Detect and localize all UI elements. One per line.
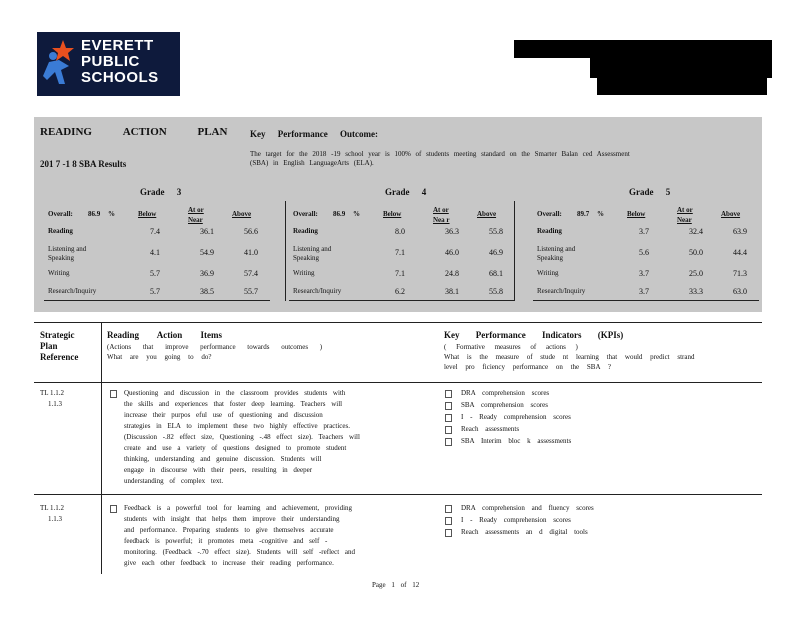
cell-value: 38.5 [200, 287, 214, 296]
cell-value: 41.0 [244, 248, 258, 257]
bullet-icon [110, 505, 117, 513]
cell-value: 55.7 [244, 287, 258, 296]
column-header: Above [721, 210, 741, 218]
kpi-item: DRA comprehension and fluency scores [461, 504, 594, 512]
column-header: Above [232, 210, 252, 218]
column-divider [101, 322, 102, 382]
row-label: Listening and Speaking [293, 245, 332, 262]
cell-value: 24.8 [445, 269, 459, 278]
cell-value: 4.1 [150, 248, 160, 257]
header-kpis: Key Performance Indicators (KPIs) [444, 330, 624, 340]
overall-label: Overall: [48, 210, 73, 218]
row-label: Listening and Speaking [537, 245, 576, 262]
table-rule [289, 300, 515, 301]
action-text: understanding of complex text. [124, 477, 224, 485]
action-text: monitoring. (Feedback -.70 effect size). Students will self -reflect and [124, 548, 356, 556]
reference-code: 1.1.3 [48, 400, 62, 408]
cell-value: 6.2 [395, 287, 405, 296]
cell-value: 7.4 [150, 227, 160, 236]
bullet-icon [445, 438, 452, 446]
overall-value: 89.7 % [577, 210, 604, 218]
action-text: and performance. Preparing students to give themselves accurate [124, 526, 334, 534]
plan-title: READING ACTION PLAN [40, 126, 228, 138]
cell-value: 44.4 [733, 248, 747, 257]
kpi-item: Reach assessments [461, 425, 520, 433]
kpi-item: DRA comprehension scores [461, 389, 550, 397]
cell-value: 46.0 [445, 248, 459, 257]
header-actions-sub: (Actions that improve performance towards outcomes ) [107, 343, 323, 351]
action-text: Feedback is a powerful tool for learning and achievement, providing [124, 504, 353, 512]
cell-value: 7.1 [395, 269, 405, 278]
kpi-item: SBA Interim bloc k assessments [461, 437, 572, 445]
column-header: At or Nea r [433, 206, 450, 224]
action-text: create and use a variety of questions designed to promote student [124, 444, 347, 452]
cell-value: 46.9 [489, 248, 503, 257]
action-text: students with insight that helps them improve their understanding [124, 515, 340, 523]
cell-value: 25.0 [689, 269, 703, 278]
header-kpis-sub: What is the measure of stude nt learning that would predict strand [444, 353, 695, 361]
overall-value: 86.9 % [88, 210, 115, 218]
action-text: increase their purpos eful use of questioning and discussion [124, 411, 323, 419]
cell-value: 8.0 [395, 227, 405, 236]
overall-value: 86.9 % [333, 210, 360, 218]
reference-code: TL 1.1.2 [40, 389, 65, 397]
action-text: strategies in ELA to implement these two highly effective practices. [124, 422, 350, 430]
action-text: Questioning and discussion in the classroom provides students with [124, 389, 346, 397]
cell-value: 36.3 [445, 227, 459, 236]
header-ref: Strategic Plan Reference [40, 330, 79, 362]
overall-label: Overall: [537, 210, 562, 218]
district-logo [37, 32, 180, 96]
header-actions-sub: What are you going to do? [107, 353, 212, 361]
bullet-icon [110, 390, 117, 398]
cell-value: 63.0 [733, 287, 747, 296]
bullet-icon [445, 426, 452, 434]
column-header: Below [138, 210, 157, 218]
action-text: the skills and experiences that foster deep learning. Teachers will [124, 400, 343, 408]
action-text: feedback is powerful; it promotes meta -cognitive and self - [124, 537, 328, 545]
runner-star-icon [41, 36, 81, 92]
row-label: Research/Inquiry [537, 287, 586, 295]
table-rule [533, 300, 759, 301]
row-label: Reading [537, 227, 562, 235]
cell-value: 5.7 [150, 287, 160, 296]
cell-value: 63.9 [733, 227, 747, 236]
cell-value: 55.8 [489, 227, 503, 236]
table-divider [34, 382, 762, 383]
cell-value: 5.7 [150, 269, 160, 278]
cell-value: 3.7 [639, 227, 649, 236]
action-text: give each other feedback to increase their reading performance. [124, 559, 334, 567]
results-label: 201 7 -1 8 SBA Results [40, 159, 127, 169]
bullet-icon [445, 390, 452, 398]
plan-reference [40, 503, 64, 525]
reference-code: TL 1.1.2 [40, 504, 65, 512]
action-text: engage in discourse with their peers, resulting in deeper [124, 466, 313, 474]
cell-value: 57.4 [244, 269, 258, 278]
header-kpis-sub: ( Formative measures of actions ) [444, 343, 578, 351]
redacted-block [597, 78, 767, 95]
cell-value: 7.1 [395, 248, 405, 257]
table-divider [34, 494, 762, 495]
grade-title: Grade 3 [140, 187, 182, 197]
bullet-icon [445, 402, 452, 410]
cell-value: 3.7 [639, 269, 649, 278]
page-number: Page 1 of 12 [372, 581, 420, 589]
cell-value: 5.6 [639, 248, 649, 257]
table-rule [44, 300, 270, 301]
overall-label: Overall: [293, 210, 318, 218]
grade-title: Grade 4 [385, 187, 427, 197]
row-label: Reading [293, 227, 318, 235]
logo-wordmark: EVERETT PUBLIC SCHOOLS [81, 37, 159, 86]
row-label: Writing [293, 269, 315, 277]
header-actions: Reading Action Items [107, 330, 222, 340]
cell-value: 54.9 [200, 248, 214, 257]
kpo-label: Key Performance Outcome: [250, 129, 378, 139]
cell-value: 36.1 [200, 227, 214, 236]
column-header: Below [383, 210, 402, 218]
cell-value: 38.1 [445, 287, 459, 296]
cell-value: 56.6 [244, 227, 258, 236]
cell-value: 32.4 [689, 227, 703, 236]
action-text: (Discussion -.82 effect size, Questioning -.48 effect size). Teachers will [124, 433, 360, 441]
cell-value: 33.3 [689, 287, 703, 296]
table-divider [34, 322, 762, 323]
column-divider [101, 494, 102, 574]
kpo-text: The target for the 2018 -19 school year is 100% of students meeting standard on the Smarter Balan ced Assessment [250, 150, 630, 158]
cell-value: 71.3 [733, 269, 747, 278]
kpi-item: SBA comprehension scores [461, 401, 548, 409]
cell-value: 36.9 [200, 269, 214, 278]
column-header: At or Near [677, 206, 693, 224]
row-label: Research/Inquiry [48, 287, 97, 295]
redacted-block [514, 40, 772, 58]
action-text: thinking, understanding and genuine discussion. Students will [124, 455, 322, 463]
bullet-icon [445, 414, 452, 422]
kpi-item: Reach assessments an d digital tools [461, 528, 588, 536]
bullet-icon [445, 529, 452, 537]
header-kpis-sub: level pro ficiency performance on the SBA ? [444, 363, 611, 371]
column-header: At or Near [188, 206, 204, 224]
row-label: Listening and Speaking [48, 245, 87, 262]
column-divider [101, 382, 102, 494]
bullet-icon [445, 517, 452, 525]
cell-value: 50.0 [689, 248, 703, 257]
cell-value: 55.8 [489, 287, 503, 296]
row-label: Research/Inquiry [293, 287, 342, 295]
redacted-block [590, 58, 772, 78]
table-rule [285, 201, 286, 301]
grade-title: Grade 5 [629, 187, 671, 197]
cell-value: 3.7 [639, 287, 649, 296]
column-header: Below [627, 210, 646, 218]
plan-reference [40, 388, 64, 410]
row-label: Reading [48, 227, 73, 235]
table-rule [514, 201, 515, 301]
kpi-item: I - Ready comprehension scores [461, 516, 571, 524]
kpo-text: (SBA) in English LanguageArts (ELA). [250, 159, 374, 167]
row-label: Writing [537, 269, 559, 277]
cell-value: 68.1 [489, 269, 503, 278]
row-label: Writing [48, 269, 70, 277]
bullet-icon [445, 505, 452, 513]
kpi-item: I - Ready comprehension scores [461, 413, 571, 421]
column-header: Above [477, 210, 497, 218]
reference-code: 1.1.3 [48, 515, 62, 523]
results-panel [34, 117, 762, 312]
